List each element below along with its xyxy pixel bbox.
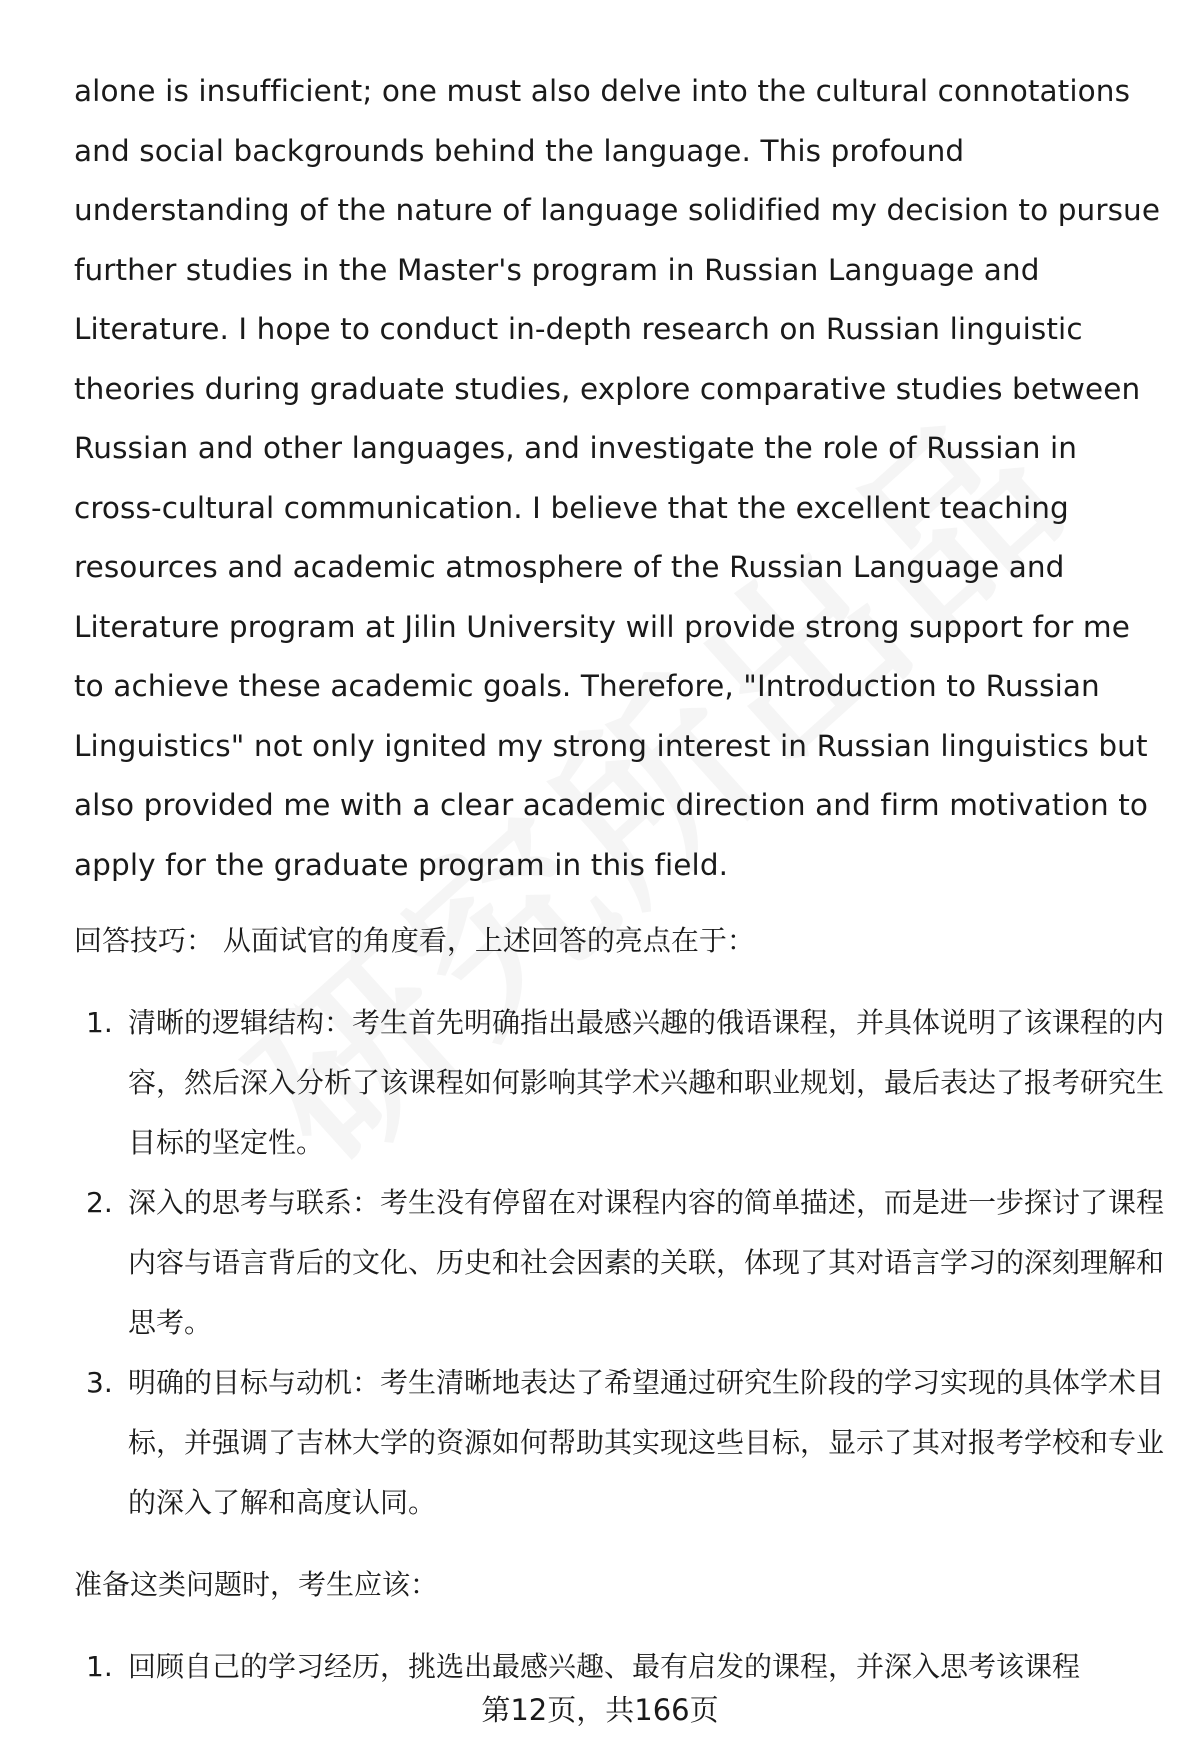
tips-heading: 回答技巧： 从面试官的角度看，上述回答的亮点在于： xyxy=(74,924,755,957)
list-item xyxy=(74,1637,1164,1697)
list-item-text: 深入的思考与联系：考生没有停留在对课程内容的简单描述，而是进一步探讨了课程内容与语言背后的文化、历史和社会因素的关联，体现了其对语言学习的深刻理解和思考。 xyxy=(128,1186,1165,1339)
document-page xyxy=(74,62,1164,1697)
list-number: 1. xyxy=(86,1650,113,1683)
list-number: 2. xyxy=(86,1186,113,1219)
list-item xyxy=(74,1173,1164,1353)
list-item-text: 明确的目标与动机：考生清晰地表达了希望通过研究生阶段的学习实现的具体学术目标，并强调了吉林大学的资源如何帮助其实现这些目标，显示了其对报考学校和专业的深入了解和高度认同。 xyxy=(128,1366,1165,1519)
list-item xyxy=(74,993,1164,1173)
list-number: 1. xyxy=(86,1006,113,1039)
page-number-footer: 第12页，共166页 xyxy=(481,1693,719,1727)
answer-paragraph: alone is insufficient; one must also delve into the cultural connotations and social backgrounds behind the language. This profound understanding of the nature of language solidified my decision to pursue further studies in the Master's program in Russian Language and Literature. I hope to conduct in-depth research on Russian linguistic theories during graduate studies, explore comparative studies between Russian and other languages, and investigate the role of Russian in cross-cultural communication. I believe that the excellent teaching resources and academic atmosphere of the Russian Language and Literature program at Jilin University will provide strong support for me to achieve these academic goals. Therefore, "Introduction to Russian Linguistics" not only ignited my strong interest in Russian linguistics but also provided me with a clear academic direction and firm motivation to apply for the graduate program in this field. xyxy=(74,74,1161,882)
tips-list xyxy=(74,993,1164,1533)
list-item-text: 清晰的逻辑结构：考生首先明确指出最感兴趣的俄语课程，并具体说明了该课程的内容，然后深入分析了该课程如何影响其学术兴趣和职业规划，最后表达了报考研究生目标的坚定性。 xyxy=(128,1006,1165,1159)
list-number: 3. xyxy=(86,1366,113,1399)
prep-list xyxy=(74,1637,1164,1697)
list-item-text: 回顾自己的学习经历，挑选出最感兴趣、最有启发的课程，并深入思考该课程 xyxy=(128,1650,1081,1683)
prep-heading: 准备这类问题时，考生应该： xyxy=(74,1568,439,1601)
list-item xyxy=(74,1353,1164,1533)
